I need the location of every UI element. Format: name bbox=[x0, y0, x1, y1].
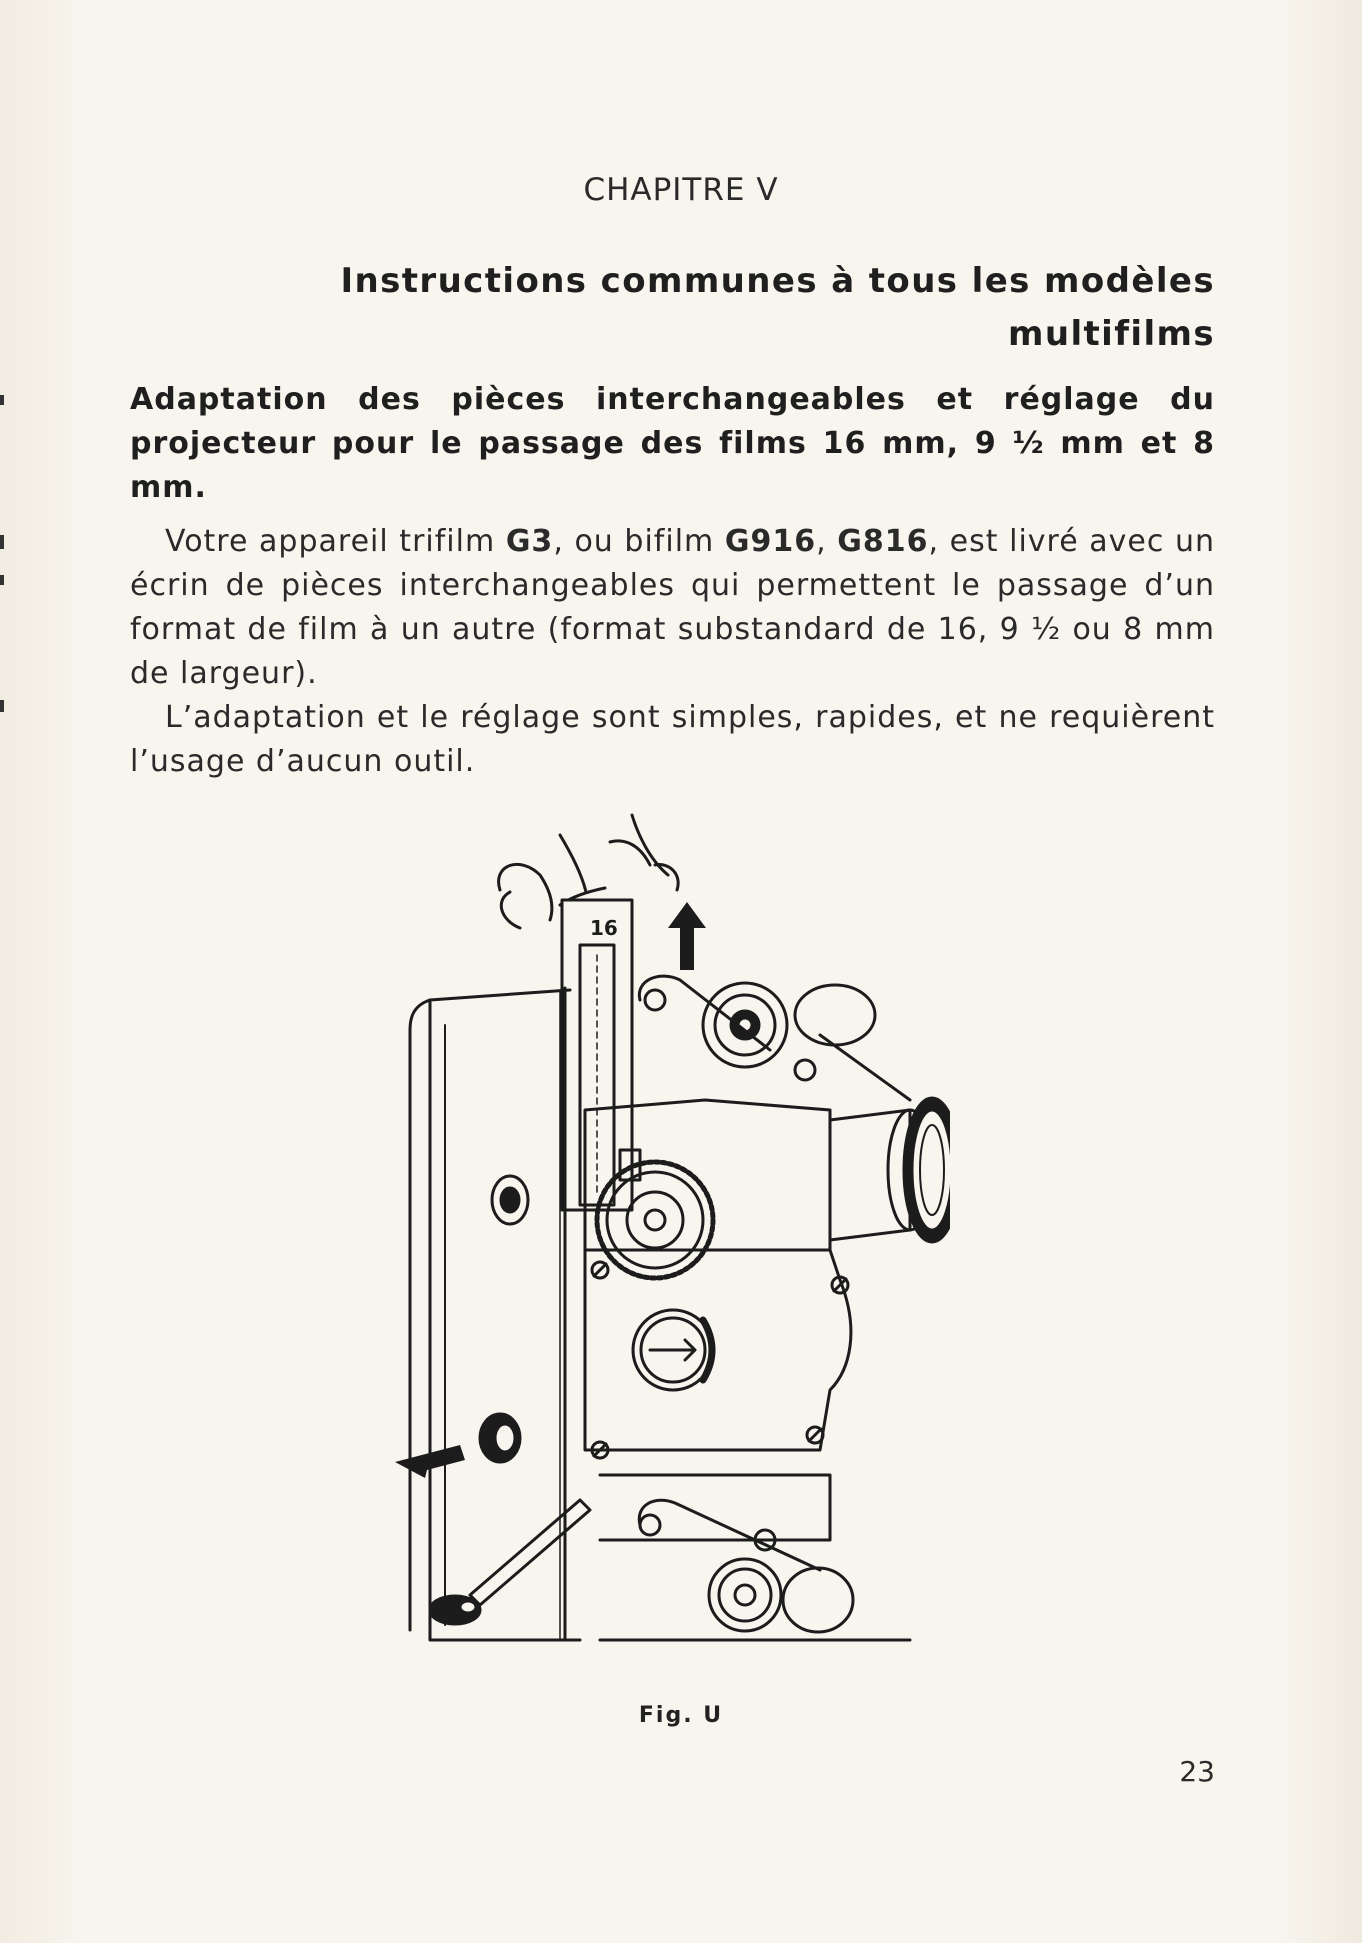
projector-illustration bbox=[350, 810, 950, 1700]
figure-caption: Fig. U bbox=[638, 1703, 724, 1728]
section-title-line1: Instructions communes à tous les modèles bbox=[340, 261, 1215, 301]
bottom-sprocket-assembly bbox=[600, 1475, 910, 1640]
body-text bbox=[130, 520, 1215, 784]
section-title-line2: multifilms bbox=[1008, 314, 1215, 354]
subsection-heading: Adaptation des pièces interchangeables et réglage du projecteur pour le passage des films 16 mm, 9 ½ mm et 8 mm. bbox=[130, 382, 1215, 505]
edge-mark bbox=[0, 700, 4, 712]
dial-knob bbox=[585, 1250, 851, 1450]
gate-label-16: 16 bbox=[590, 916, 618, 940]
model-g816: G816 bbox=[837, 524, 929, 559]
arrow-up-icon bbox=[668, 902, 706, 970]
film-gate-slider bbox=[562, 900, 640, 1210]
screws bbox=[592, 1262, 848, 1458]
model-g916: G916 bbox=[724, 524, 817, 559]
section-title bbox=[250, 255, 1215, 361]
edge-mark bbox=[0, 535, 4, 549]
top-sprocket-assembly bbox=[639, 976, 910, 1100]
gear-wheel bbox=[597, 1162, 713, 1278]
model-g3: G3 bbox=[505, 524, 554, 559]
page-number: 23 bbox=[1179, 1755, 1215, 1788]
front-panel-knobs bbox=[480, 1176, 528, 1462]
paragraph-2: L’adaptation et le réglage sont simples, rapides, et ne requièrent l’usage d’aucun outil. bbox=[130, 700, 1215, 779]
chapter-heading: CHAPITRE V bbox=[583, 172, 779, 208]
paragraph-1: Votre appareil trifilm G3, ou bifilm G916, G816, est livré avec un écrin de pièces interchangeables qui permettent le passage d’un format de film à un autre (format substandard de 16, 9 ½ ou 8 mm de largeur). bbox=[130, 524, 1216, 691]
edge-mark bbox=[0, 575, 4, 585]
edge-mark bbox=[0, 395, 4, 405]
